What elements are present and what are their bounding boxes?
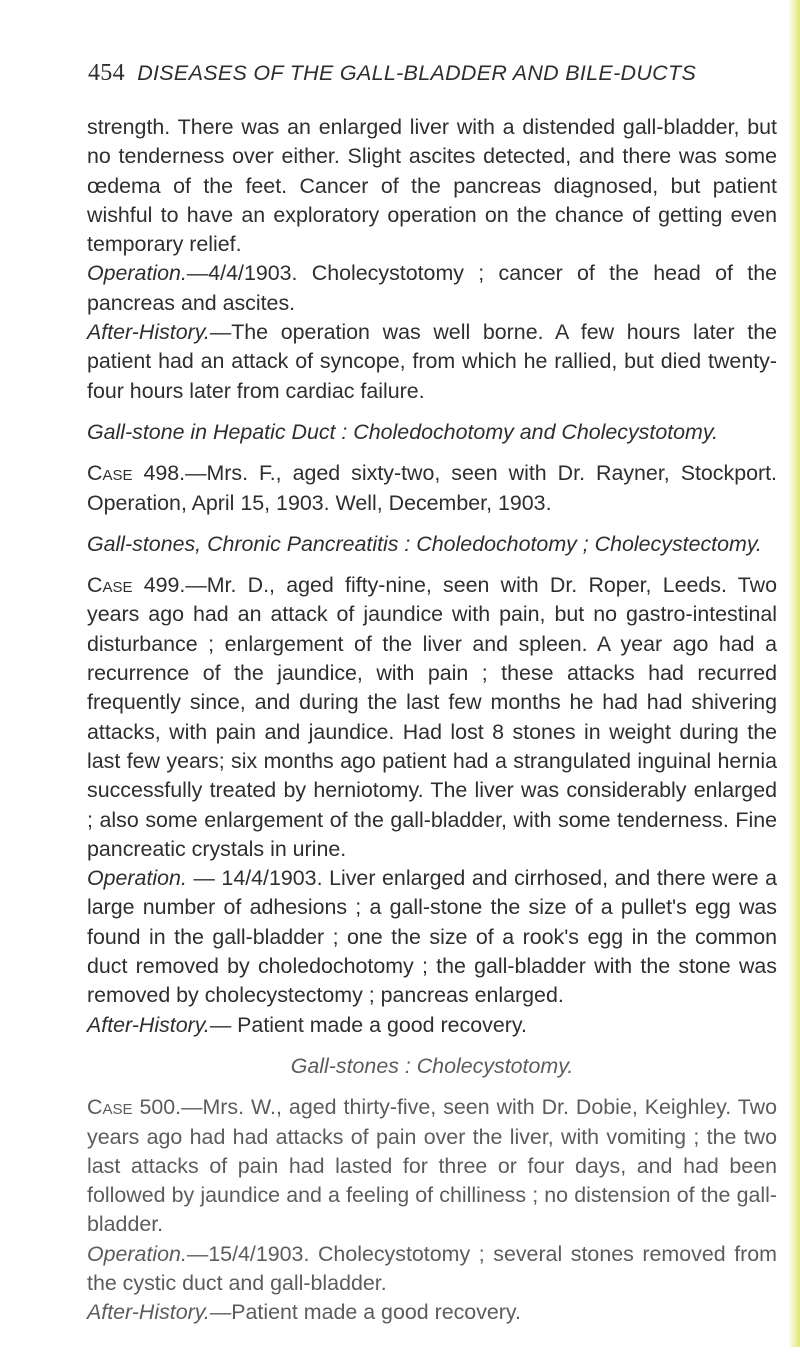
paragraph-operation-1	[87, 259, 777, 318]
case-label: Case	[87, 461, 133, 486]
paragraph-text: strength. There was an enlarged liver with a distended gall-bladder, but no tenderness over either. Slight ascites detected, and there was some œdema of the feet. Cancer of the pancreas diagnosed, but patient wishful to have an exploratory operation on the chance of getting even temporary relief.	[87, 115, 777, 257]
page-number: 454	[88, 60, 125, 86]
paragraph-continued-case	[87, 113, 777, 259]
section-heading-hepatic-duct: Gall-stone in Hepatic Duct : Choledochotomy and Cholecystotomy.	[87, 419, 718, 444]
paragraph-text: —4/4/1903. Cholecystotomy ; cancer of the head of the pancreas and ascites.	[87, 261, 777, 315]
operation-label: Operation.	[87, 1241, 187, 1266]
paragraph-text: 499.—Mr. D., aged fifty-nine, seen with Dr. Roper, Leeds. Two years ago had an attack of jaundice with pain, but no gastro-intestinal disturbance ; enlargement of the liver and spleen. A year ago had a recurrence of the jaundice, with pain ; these attacks had recurred frequently since, and during the last few months he had had shivering attacks, with pain and jaundice. Had lost 8 stones in weight during the last few years; six months ago patient had a strangulated inguinal hernia successfully treated by herniotomy. The liver was considerably enlarged ; also some enlargement of the gall-bladder, with some tenderness. Fine pancreatic crystals in urine.	[87, 573, 777, 861]
paragraph-case-499	[87, 571, 777, 864]
section-heading-cholecystotomy: Gall-stones : Cholecystotomy.	[290, 1053, 574, 1078]
operation-label: Operation.	[87, 261, 187, 286]
operation-label: Operation.	[87, 866, 187, 891]
paragraph-operation-3	[87, 1240, 777, 1299]
after-history-label: After-History.	[87, 320, 210, 345]
paragraph-case-500	[87, 1093, 777, 1239]
case-label: Case	[87, 573, 133, 598]
section-heading-chronic-pancreatitis: Gall-stones, Chronic Pancreatitis : Choledochotomy ; Cholecystectomy.	[87, 531, 762, 556]
paragraph-text: —Patient made a good recovery.	[209, 1300, 521, 1325]
paragraph-operation-2	[87, 864, 777, 1010]
paragraph-text: —The operation was well borne. A few hours later the patient had an attack of syncope, from which he rallied, but died twenty-four hours later from cardiac failure.	[87, 320, 777, 403]
paragraph-text: —15/4/1903. Cholecystotomy ; several stones removed from the cystic duct and gall-bladder.	[87, 1241, 777, 1295]
paragraph-text: — Patient made a good recovery.	[209, 1012, 527, 1037]
case-label: Case	[87, 1095, 133, 1120]
running-head-title: DISEASES OF THE GALL-BLADDER AND BILE-DUCTS	[137, 61, 697, 85]
page-edge-shading	[788, 0, 800, 1347]
paragraph-after-history-3	[87, 1298, 777, 1327]
paragraph-text: 498.—Mrs. F., aged sixty-two, seen with Dr. Rayner, Stockport. Operation, April 15, 1903. Well, December, 1903.	[87, 461, 777, 515]
after-history-label: After-History.	[87, 1012, 210, 1037]
paragraph-after-history-2	[87, 1011, 777, 1040]
paragraph-after-history-1	[87, 318, 777, 406]
paragraph-text: 500.—Mrs. W., aged thirty-five, seen with Dr. Dobie, Keighley. Two years ago had had attacks of pain over the liver, with vomiting ; the two last attacks of pain had lasted for three or four days, and had been followed by jaundice and a feeling of chilliness ; no distension of the gall-bladder.	[87, 1095, 777, 1237]
after-history-label: After-History.	[87, 1300, 210, 1325]
paragraph-case-498	[87, 459, 777, 518]
paragraph-text: — 14/4/1903. Liver enlarged and cirrhosed, and there were a large number of adhesions ; a gall-stone the size of a pullet's egg was found in the gall-bladder ; one the size of a rook's egg in the common duct removed by choledochotomy ; the gall-bladder with the stone was removed by cholecystectomy ; pancreas enlarged.	[87, 866, 777, 1008]
running-header	[88, 60, 768, 87]
page-body	[87, 113, 777, 1328]
